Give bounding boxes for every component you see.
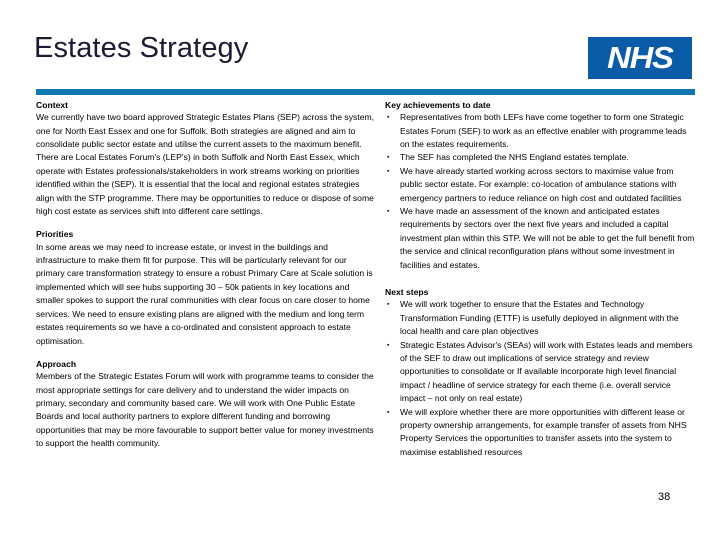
approach-heading: Approach [36, 358, 77, 369]
list-item-text: We have made an assessment of the known and anticipated estates requirements by sectors over the next five years and included a capital investment plan within this STP. We will not be able to get the full benefit from the service and clinical reconfiguration plans without some investment in facilities and estates. [400, 206, 695, 270]
list-item [385, 406, 697, 460]
list-item-text: Strategic Estates Advisor's (SEAs) will work with Estates leads and members of the SEF to draw out implications of service strategy and review opportunities to consolidate or If available incorporate high level financial impact / headline of service strategy for each theme (i.e. overall service impact – not only on real estate) [400, 339, 693, 404]
bullet-square-icon: ▪ [387, 154, 390, 162]
priorities-body: In some areas we may need to increase estate, or invest in the buildings and infrastructure to make them fit for purpose. This will be particularly relevant for our primary care transformation strategy to ensure a robust Primary Care at Scale solution is implemented which will see hubs supporting 30 – 50k patients in key locations and smaller spokes to support the rural communities with clear focus on care closer to home services. We need to ensure existing plans are aligned with the medium and long term estates requirements so we have a co-ordinated and consistent approach to estate optimisation. [36, 241, 373, 346]
header-divider [36, 89, 695, 95]
list-item-text: We have already started working across sectors to maximise value from public sector estate. For example: co-location of ambulance stations with emergency partners to reduce reliance on high cost and outdated facilities [400, 165, 682, 203]
list-item-text: We will explore whether there are more opportunities with different lease or property ownership arrangements, for example transfer of assets from NHS Property Services the opportunities to transfer assets into the system to maximise established resources [400, 406, 687, 457]
section-key-achievements [385, 99, 697, 272]
bullet-square-icon: ▪ [387, 301, 390, 309]
list-item-text: The SEF has completed the NHS England estates template. [400, 152, 629, 163]
right-column [385, 99, 697, 459]
list-item-text: We will work together to ensure that the Estates and Technology Transformation Funding (ETTF) is usefully deployed in alignment with the local health and care plan objectives [400, 299, 679, 337]
page-number: 38 [658, 491, 671, 503]
section-next-steps [385, 286, 697, 459]
bullet-square-icon: ▪ [387, 167, 390, 175]
bullet-square-icon: ▪ [387, 114, 390, 122]
section-priorities [36, 228, 376, 347]
slide-header [0, 0, 720, 96]
list-item [385, 339, 697, 406]
approach-body: Members of the Strategic Estates Forum will work with programme teams to consider the most appropriate settings for care delivery and to understand the wider impacts on primary, secondary and community based care. We will work with One Public Estate Boards and local authority partners to explore different funding and borrowing opportunities that may be more favourable to support better value for money investments to support the health community. [36, 371, 374, 449]
context-heading: Context [36, 100, 68, 110]
page-title: Estates Strategy [34, 32, 249, 64]
bullet-square-icon: ▪ [387, 208, 390, 216]
priorities-heading: Priorities [36, 229, 74, 240]
next-steps-list [385, 298, 697, 459]
key-achievements-heading: Key achievements to date [385, 100, 491, 110]
list-item [385, 111, 697, 151]
bullet-square-icon: ▪ [387, 408, 390, 416]
left-column [36, 99, 376, 451]
bullet-square-icon: ▪ [387, 341, 390, 349]
section-context [36, 99, 376, 218]
list-item [385, 298, 697, 338]
list-item [385, 205, 697, 272]
nhs-logo-text: NHS [607, 40, 673, 75]
list-item [385, 151, 697, 164]
nhs-logo [588, 37, 692, 79]
section-approach [36, 358, 376, 451]
context-body: We currently have two board approved Strategic Estates Plans (SEP) across the system, one for North East Essex and one for Suffolk. Both strategies are aligned and aim to consolidate public sector estate and utilise the current assets to the maximum benefit. There are Local Estates Forum's (LEP's) in both Suffolk and North East Essex, which operate with Estates professionals/stakeholders in work streams working on priorities identified within the (SEP). It is essential that the local and regional estates strategies align with the STP programme. There may be opportunities to reduce or dispose of some high cost estate as services shift into different care settings. [36, 112, 375, 217]
list-item-text: Representatives from both LEFs have come together to form one Strategic Estates Forum (SEF) to work as an effective enabler with programme leads on the estates requirements. [400, 112, 687, 150]
key-achievements-list [385, 111, 697, 272]
slide-body [0, 99, 720, 529]
list-item [385, 165, 697, 205]
next-steps-heading: Next steps [385, 287, 429, 298]
